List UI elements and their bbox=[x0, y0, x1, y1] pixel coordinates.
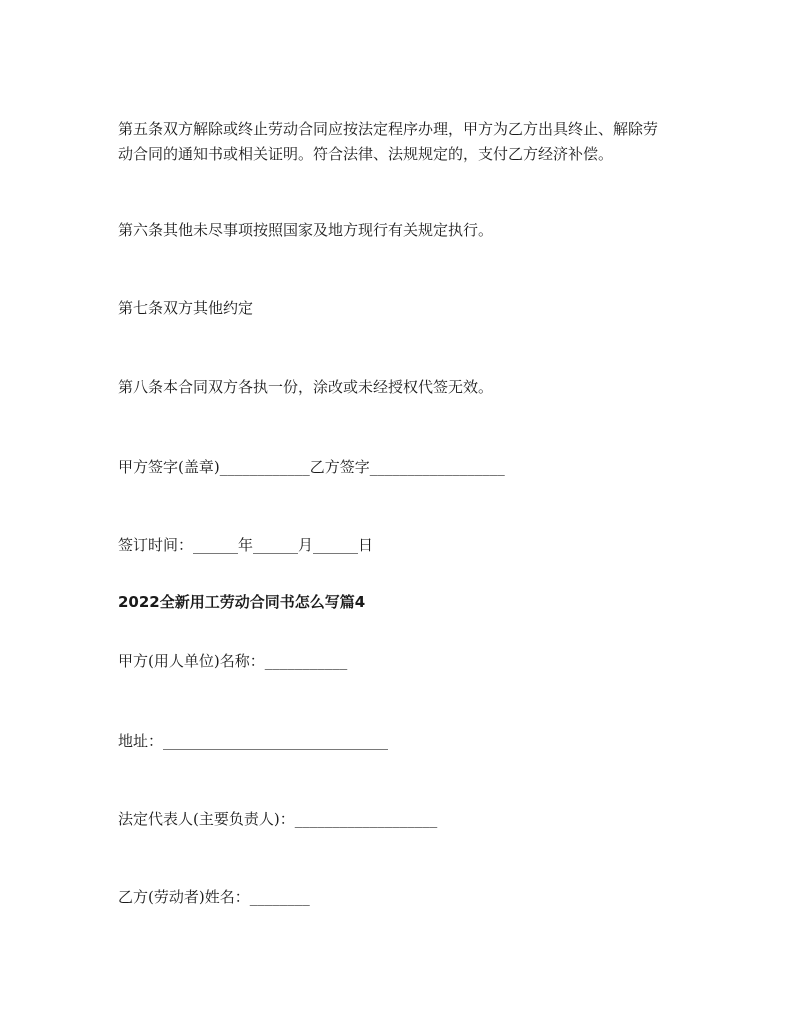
article-6: 第六条其他未尽事项按照国家及地方现行有关规定执行。 bbox=[118, 221, 494, 239]
party-b-name-field: 乙方(劳动者)姓名：________ bbox=[118, 888, 310, 906]
article-5-line-2: 动合同的通知书或相关证明。符合法律、法规规定的，支付乙方经济补偿。 bbox=[118, 145, 614, 163]
article-7: 第七条双方其他约定 bbox=[118, 299, 254, 317]
party-a-name-field: 甲方(用人单位)名称：___________ bbox=[118, 652, 348, 670]
legal-representative-field: 法定代表人(主要负责人)：___________________ bbox=[118, 810, 438, 828]
section-heading: 2022全新用工劳动合同书怎么写篇4 bbox=[118, 593, 366, 611]
signing-date: 签订时间：______年______月______日 bbox=[118, 536, 374, 554]
address-field: 地址：______________________________ bbox=[118, 732, 389, 750]
article-8: 第八条本合同双方各执一份，涂改或未经授权代签无效。 bbox=[118, 378, 494, 396]
article-5-line-1: 第五条双方解除或终止劳动合同应按法定程序办理，甲方为乙方出具终止、解除劳 bbox=[118, 120, 659, 138]
signature-line: 甲方签字(盖章)____________乙方签字__________________ bbox=[118, 458, 505, 476]
